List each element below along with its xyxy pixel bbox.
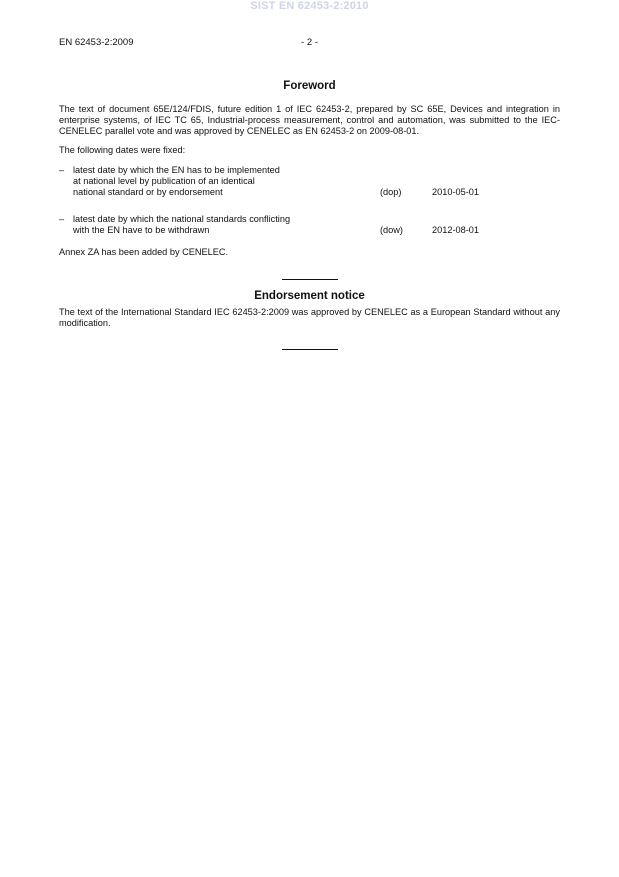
page-body [59,79,560,350]
date-item-dop [59,165,560,198]
watermark: SIST EN 62453-2:2010 [250,0,369,12]
list-dash: – [59,214,65,224]
endorsement-heading: Endorsement notice [254,290,365,302]
date-item-dow [59,214,560,236]
date-code: (dop) [380,187,402,197]
date-value: 2010-05-01 [432,187,479,197]
list-dash: – [59,165,65,175]
date-item-line: national standard or by endorsement [73,187,223,197]
page-number: - 2 - [301,37,318,48]
date-item-line: latest date by which the EN has to be implemented [73,165,280,175]
date-code: (dow) [380,225,403,235]
document-id: EN 62453-2:2009 [59,37,134,48]
annex-note: Annex ZA has been added by CENELEC. [59,247,229,257]
endorsement-paragraph: The text of the International Standard IEC 62453-2:2009 was approved by CENELEC as a European Standard without any modification. [59,307,560,328]
section-divider [282,279,338,280]
date-item-line: at national level by publication of an identical [73,176,255,186]
foreword-heading: Foreword [283,80,336,92]
section-divider [282,349,338,350]
date-item-line: with the EN have to be withdrawn [73,225,210,235]
date-value: 2012-08-01 [432,225,479,235]
dates-intro: The following dates were fixed: [59,145,186,155]
date-item-line: latest date by which the national standards conflicting [73,214,291,224]
foreword-paragraph: The text of document 65E/124/FDIS, future edition 1 of IEC 62453-2, prepared by SC 65E, Devices and integration in enterprise systems, of IEC TC 65, Industrial-process measurement, control and automation, was submitted to the IEC-CENELEC parallel vote and was approved by CENELEC as EN 62453-2 on 2009-08-01. [59,104,560,136]
